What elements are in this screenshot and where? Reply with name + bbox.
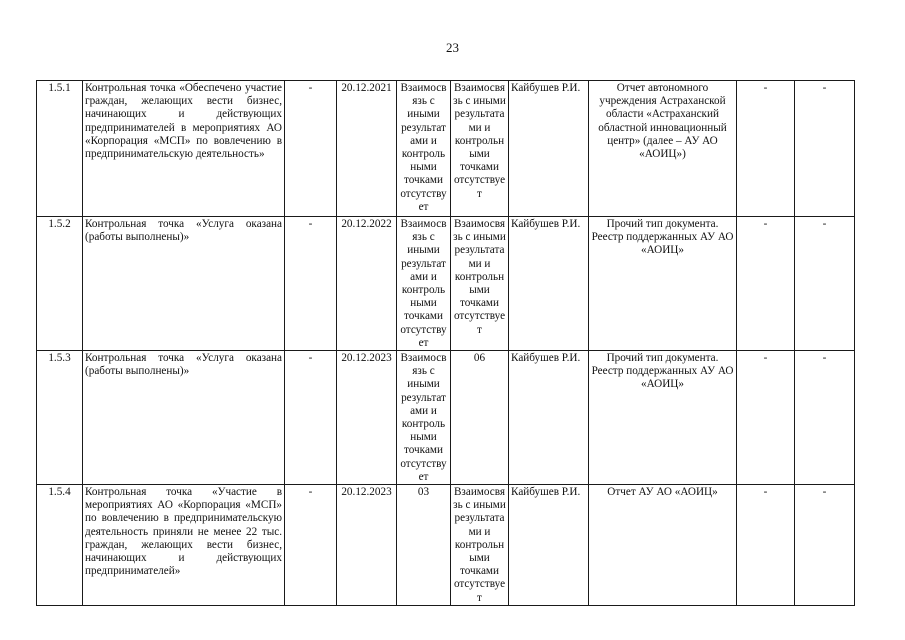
end-date: 20.12.2021: [337, 81, 397, 217]
row-number: 1.5.2: [37, 217, 83, 351]
start-date: -: [285, 217, 337, 351]
control-point-name: Контрольная точка «Услуга оказана (работы выполнены)»: [83, 351, 285, 485]
link-successor: 06: [451, 351, 509, 485]
column-10-value: -: [795, 81, 855, 217]
page-number: 23: [446, 40, 459, 55]
column-9-value: -: [737, 81, 795, 217]
column-9-value: -: [737, 485, 795, 606]
column-10-value: -: [795, 351, 855, 485]
confirming-document: Прочий тип документа. Реестр поддержанных АУ АО «АОИЦ»: [589, 351, 737, 485]
link-predecessor: 03: [397, 485, 451, 606]
column-10-value: -: [795, 217, 855, 351]
confirming-document: Прочий тип документа. Реестр поддержанных АУ АО «АОИЦ»: [589, 217, 737, 351]
table-row: [37, 217, 855, 351]
link-predecessor: Взаимосвязь с иными результатами и контрольными точками отсутствует: [397, 217, 451, 351]
link-predecessor: Взаимосвязь с иными результатами и контрольными точками отсутствует: [397, 351, 451, 485]
row-number: 1.5.4: [37, 485, 83, 606]
column-9-value: -: [737, 217, 795, 351]
responsible-person: Кайбушев Р.И.: [509, 217, 589, 351]
row-number: 1.5.1: [37, 81, 83, 217]
row-number: 1.5.3: [37, 351, 83, 485]
control-point-name: Контрольная точка «Участие в мероприятиях АО «Корпорация «МСП» по вовлечению в предпринимательскую деятельность приняли не менее 22 тыс. граждан, желающих вести бизнес, начинающих и действующих предпринимателей»: [83, 485, 285, 606]
confirming-document: Отчет АУ АО «АОИЦ»: [589, 485, 737, 606]
table-row: [37, 485, 855, 606]
confirming-document: Отчет автономного учреждения Астраханской области «Астраханский областной инновационный центр» (далее – АУ АО «АОИЦ»): [589, 81, 737, 217]
start-date: -: [285, 351, 337, 485]
link-successor: Взаимосвязь с иными результатами и контрольными точками отсутствует: [451, 81, 509, 217]
column-10-value: -: [795, 485, 855, 606]
responsible-person: Кайбушев Р.И.: [509, 81, 589, 217]
table-row: [37, 81, 855, 217]
end-date: 20.12.2022: [337, 217, 397, 351]
start-date: -: [285, 485, 337, 606]
link-predecessor: Взаимосвязь с иными результатами и контрольными точками отсутствует: [397, 81, 451, 217]
control-point-name: Контрольная точка «Обеспечено участие граждан, желающих вести бизнес, начинающих и действующих предпринимателей в мероприятиях АО «Корпорация «МСП» по вовлечению в предпринимательскую деятельность»: [83, 81, 285, 217]
link-successor: Взаимосвязь с иными результатами и контрольными точками отсутствует: [451, 217, 509, 351]
link-successor: Взаимосвязь с иными результатами и контрольными точками отсутствует: [451, 485, 509, 606]
responsible-person: Кайбушев Р.И.: [509, 485, 589, 606]
end-date: 20.12.2023: [337, 485, 397, 606]
control-point-name: Контрольная точка «Услуга оказана (работы выполнены)»: [83, 217, 285, 351]
column-9-value: -: [737, 351, 795, 485]
start-date: -: [285, 81, 337, 217]
table-row: [37, 351, 855, 485]
end-date: 20.12.2023: [337, 351, 397, 485]
responsible-person: Кайбушев Р.И.: [509, 351, 589, 485]
control-points-table: [36, 80, 855, 606]
